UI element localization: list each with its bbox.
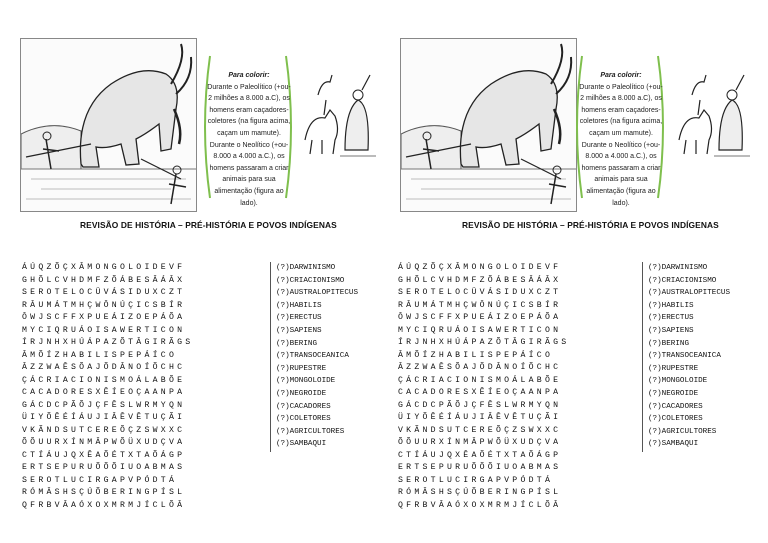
divider-line (270, 262, 271, 452)
word-list-item: (?)SAMBAQUI (648, 440, 699, 449)
grid-row: CACADORESXÊÍEOÇAANPA (398, 388, 562, 397)
grid-row: MYCIQRUÁOISAWERTICON (22, 325, 186, 335)
worksheet-heading: REVISÃO DE HISTÓRIA – PRÉ-HISTÓRIA E POVOS INDÍGENAS (462, 220, 719, 230)
word-list-item: (?)TRANSOCEANICA (648, 352, 721, 361)
caption-box (570, 52, 670, 207)
grid-row: GHÕLCVHDMFZÕÁBESÂÁÂX (398, 275, 562, 285)
caption-text-block (206, 70, 292, 209)
grid-row: ÂZZWAÊSÕAJÕDÂNOÍÕCHC (398, 363, 562, 372)
grid-row: GÁCDCPÃÕJÇFÊSLWRMYQN (22, 400, 186, 410)
word-list-item: (?)NEGROIDE (648, 389, 699, 398)
grid-row: ÂMÕÍZHABILISPEPÁÍCO (22, 350, 178, 360)
word-list-item: (?)AUSTRALOPITECUS (648, 289, 731, 298)
grid-row: RÂUMÁTMHÇWÔNÚÇICSBÍR (22, 300, 186, 310)
caption-text-block (578, 70, 664, 209)
grid-row: VKÃNDSUTCEREÕÇZSWXXC (22, 425, 186, 435)
word-list-item: (?)CACADORES (276, 402, 331, 411)
grid-row: ÔWJSCFFXPUEÁIZOEPÁÕA (22, 313, 186, 322)
grid-row: ÕÕUURXÍNMÂPWÕÜXUDÇVA (398, 438, 562, 447)
grid-row: ÍRJNHXHÚÁPAZÕTÂGIRÃGS (398, 338, 570, 347)
grid-row: GÁCDCPÃÕJÇFÊSLWRMYQN (398, 400, 562, 410)
divider-line (642, 262, 643, 452)
grid-row: CTÍÁUJQXÊAÕÉTXTAÕÁGP (22, 450, 186, 460)
word-list (648, 262, 758, 451)
grid-row: GHÕLCVHDMFZÕÁBESÂÁÂX (22, 275, 186, 285)
word-list-item: (?)COLETORES (276, 415, 331, 424)
grid-row: ERTSEPURUÕÕÕIUOABMAS (22, 463, 186, 472)
worksheet-right (384, 0, 768, 543)
word-search-grid (398, 262, 569, 512)
grid-row: RÓMÂSHSÇÚÕBERINGPÍSL (22, 488, 186, 497)
grid-row: ERTSEPURUÕÕÕIUOABMAS (398, 463, 562, 472)
goats-illustration (674, 70, 752, 158)
word-list-item: (?)SAPIENS (276, 326, 322, 335)
word-list (276, 262, 386, 451)
word-list-item: (?)CRIACIONISMO (276, 276, 345, 285)
grid-row: ÜIYÕÊÉÍÁUJIÂÊVÊTUÇÃI (398, 413, 562, 422)
grid-row: ÇÁCRIACIONISMOÁLABÕE (22, 375, 186, 385)
caption-title: Para colorir: (228, 72, 270, 79)
grid-row: SEROTELOCÜVÁSIDUXCZT (398, 288, 562, 297)
word-list-item: (?)MONGOLOIDE (276, 377, 336, 386)
grid-row: ÔWJSCFFXPUEÁIZOEPÁÕA (398, 313, 562, 322)
word-list-item: (?)TRANSOCEANICA (276, 352, 349, 361)
caption-box (198, 52, 298, 207)
word-search-grid (22, 262, 193, 512)
word-list-item: (?)SAPIENS (648, 326, 694, 335)
word-list-item: (?)CRIACIONISMO (648, 276, 717, 285)
word-list-item: (?)HABILIS (648, 301, 694, 310)
grid-row: QFRBVÂAÓXOXMRMJÍCLÕÂ (398, 500, 562, 510)
word-list-item: (?)NEGROIDE (276, 389, 327, 398)
word-list-item: (?)RUPESTRE (276, 364, 327, 373)
word-list-item: (?)ERECTUS (648, 314, 694, 323)
word-list-item: (?)ERECTUS (276, 314, 322, 323)
word-list-item: (?)RUPESTRE (648, 364, 699, 373)
worksheet-heading: REVISÃO DE HISTÓRIA – PRÉ-HISTÓRIA E POVOS INDÍGENAS (80, 220, 337, 230)
grid-row: ÁÚQZÕÇXÂMONGOLOIDEVF (22, 263, 186, 272)
grid-row: CACADORESXÊÍEOÇAANPA (22, 388, 186, 397)
goats-illustration (300, 70, 378, 158)
word-list-item: (?)MONGOLOIDE (648, 377, 708, 386)
grid-row: ÁÚQZÕÇXÂMONGOLOIDEVF (398, 263, 562, 272)
grid-row: SEROTLUCIRGAPVPÓDTÁ (398, 475, 554, 485)
word-list-item: (?)AUSTRALOPITECUS (276, 289, 359, 298)
grid-row: MYCIQRUÁOISAWERTICON (398, 325, 562, 335)
word-list-item: (?)AGRICULTORES (276, 427, 345, 436)
grid-row: ÇÁCRIACIONISMOÁLABÕE (398, 375, 562, 385)
grid-row: CTÍÁUJQXÊAÕÉTXTAÕÁGP (398, 450, 562, 460)
word-list-item: (?)COLETORES (648, 415, 703, 424)
mammoth-hunt-illustration (400, 38, 577, 212)
grid-row: RÂUMÁTMHÇWÔNÚÇICSBÍR (398, 300, 562, 310)
word-list-item: (?)CACADORES (648, 402, 703, 411)
caption-body: Durante o Paleolítico (+ou- 2 milhões a 8.000 a.C), os homens eram caçadores-coletores (na figura acima, caçam um mamute). Durante o Neolítico (+ou- 8.000 a 4.000 a.C.), os homens passaram a criar animais para sua alimentação (figura ao lado). (207, 83, 291, 207)
grid-row: SEROTELOCÜVÁSIDUXCZT (22, 288, 186, 297)
grid-row: ÂMÕÍZHABILISPEPÁÍCO (398, 350, 554, 360)
grid-row: VKÃNDSUTCEREÕÇZSWXXC (398, 425, 562, 435)
grid-row: SEROTLUCIRGAPVPÓDTÁ (22, 475, 178, 485)
mammoth-hunt-illustration (20, 38, 197, 212)
grid-row: ÂZZWAÊSÕAJÕDÂNOÍÕCHC (22, 363, 186, 372)
caption-title: Para colorir: (600, 72, 642, 79)
word-list-item: (?)BERING (276, 339, 318, 348)
grid-row: ÕÕUURXÍNMÂPWÕÜXUDÇVA (22, 438, 186, 447)
grid-row: RÓMÂSHSÇÚÕBERINGPÍSL (398, 488, 562, 497)
grid-row: ÜIYÕÊÉÍÁUJIÂÊVÊTUÇÃI (22, 413, 186, 422)
word-list-item: (?)DARWINISMO (648, 264, 708, 272)
grid-row: ÍRJNHXHÚÁPAZÕTÂGIRÃGS (22, 338, 194, 347)
word-list-item: (?)HABILIS (276, 301, 322, 310)
grid-row: QFRBVÂAÓXOXMRMJÍCLÕÂ (22, 500, 186, 510)
word-list-item: (?)SAMBAQUI (276, 440, 327, 449)
caption-body: Durante o Paleolítico (+ou- 2 milhões a 8.000 a.C), os homens eram caçadores-coletores (na figura acima, caçam um mamute). Durante o Neolítico (+ou- 8.000 a 4.000 a.C.), os homens passaram a criar animais para sua alimentação (figura ao lado). (579, 83, 663, 207)
word-list-item: (?)BERING (648, 339, 690, 348)
word-list-item: (?)AGRICULTORES (648, 427, 717, 436)
word-list-item: (?)DARWINISMO (276, 264, 336, 272)
